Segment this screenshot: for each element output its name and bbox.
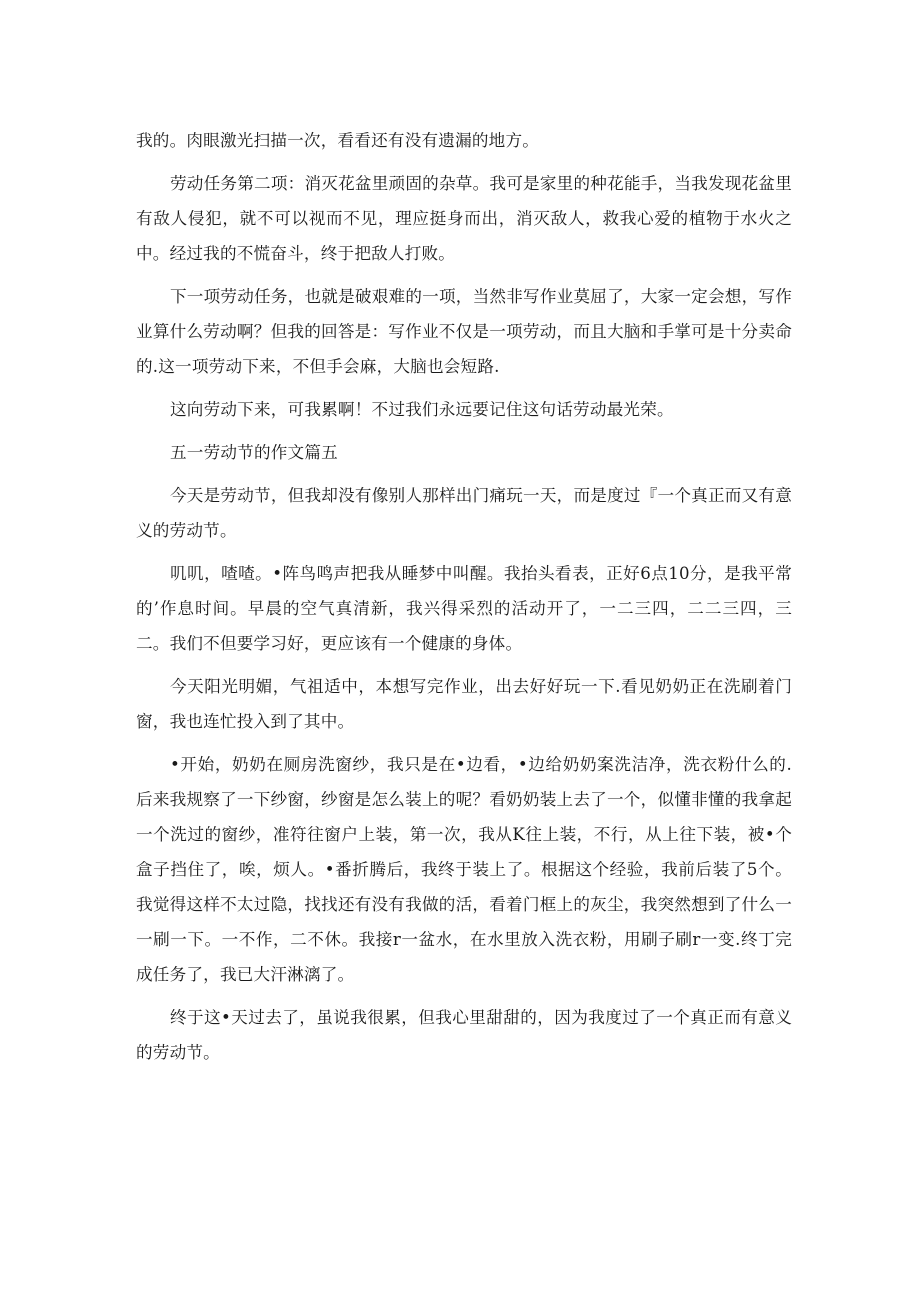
section-heading: 五一劳动节的作文篇五 [170,443,338,462]
paragraph-conclusion: 终于这•天过去了，虽说我很累，但我心里甜甜的，因为我度过了一个真正而有意义的劳动节。 [136,1008,792,1062]
paragraph-sunny-day: 今天阳光明媚，气祖适中，本想写完作业，出去好好玩一下.看见奶奶正在洗刷着门窗，我也连忙投入到了其中。 [136,677,792,731]
paragraph-continuation: 我的。肉眼激光扫描一次，看看还有没有遗漏的地方。 [136,131,540,150]
document-body [136,123,792,1078]
paragraph-labor-day: 今天是劳动节，但我却没有像别人那样出门痛玩一天，而是度过『一个真正而又有意义的劳动节。 [136,486,792,540]
paragraph-weeding: 劳动任务第二项：消灭花盆里顽固的杂草。我可是家里的种花能手，当我发现花盆里有敌人侵犯，就不可以视而不见，理应挺身而出，消灭敌人，救我心爱的植物于水火之中。经过我的不慌奋斗，终于把敌人打败。 [136,174,792,263]
paragraph-window-screens: •开始，奶奶在厕房洗窗纱，我只是在•边看，•边给奶奶案洗洁净，洗衣粉什么的.后来我规察了一下纱窗，纱窗是怎么装上的呢？看奶奶装上去了一个，似懂非懂的我拿起一个洗过的窗纱，准符往窗户上装，第一次，我从K往上装，不行，从上往下装，被•个盒子挡住了，唉，烦人。•番折腾后，我终于装上了。根据这个经验，我前后装了5个。我觉得这样不太过隐，找找还有没有我做的活，看着门框上的灰尘，我突然想到了什么一一刷一下。一不作，二不休。我接r一盆水，在水里放入洗衣粉，用刷子刷r一变.终丁完成任务了，我已大汗淋漓了。 [136,755,792,984]
paragraph-labor-glory: 这向劳动下来，可我累啊！不过我们永远要记住这句话劳动最光荣。 [170,400,674,419]
paragraph-homework: 下一项劳动任务，也就是破艰难的一项，当然非写作业莫屈了，大家一定会想，写作业算什么劳动啊？但我的回答是：写作业不仅是一项劳动，而且大脑和手掌可是十分卖命的.这一项劳动下来，不但手会麻，大脑也会短路. [136,287,792,376]
paragraph-morning: 叽叽，喳喳。•阵鸟鸣声把我从睡梦中叫醒。我抬头看表，正好6点10分，是我平常的’作息时间。早晨的空气真清新，我兴得采烈的活动开了，一二三四，二二三四，三二。我们不但要学习好，更应该有一个健康的身体。 [136,564,792,653]
